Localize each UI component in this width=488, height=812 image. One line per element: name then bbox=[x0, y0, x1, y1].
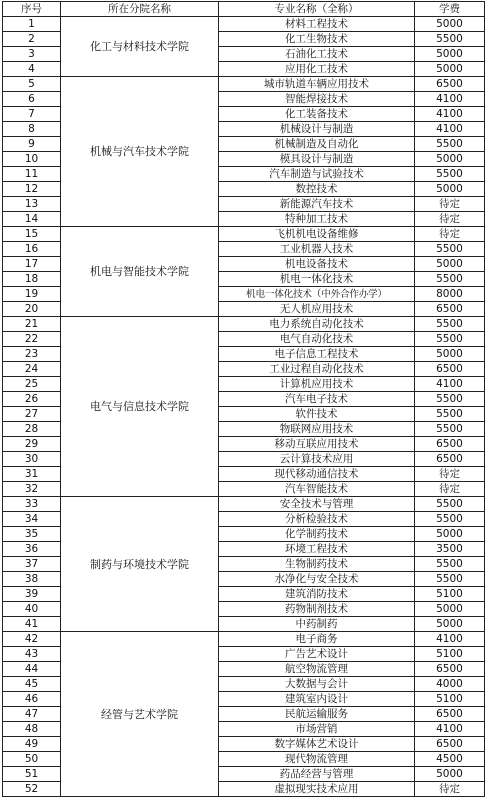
tuition-fee: 3500 bbox=[415, 542, 485, 557]
major-name: 新能源汽车技术 bbox=[219, 197, 415, 212]
row-index: 31 bbox=[3, 467, 61, 482]
row-index: 29 bbox=[3, 437, 61, 452]
row-index: 46 bbox=[3, 692, 61, 707]
row-index: 49 bbox=[3, 737, 61, 752]
header-major: 专业名称（全称） bbox=[219, 2, 415, 17]
row-index: 47 bbox=[3, 707, 61, 722]
row-index: 14 bbox=[3, 212, 61, 227]
major-name: 汽车制造与试验技术 bbox=[219, 167, 415, 182]
major-name: 建筑消防技术 bbox=[219, 587, 415, 602]
major-name: 大数据与会计 bbox=[219, 677, 415, 692]
row-index: 1 bbox=[3, 17, 61, 32]
row-index: 12 bbox=[3, 182, 61, 197]
tuition-fee: 5100 bbox=[415, 647, 485, 662]
tuition-fee: 5500 bbox=[415, 512, 485, 527]
row-index: 10 bbox=[3, 152, 61, 167]
row-index: 4 bbox=[3, 62, 61, 77]
row-index: 21 bbox=[3, 317, 61, 332]
major-name: 云计算技术应用 bbox=[219, 452, 415, 467]
row-index: 9 bbox=[3, 137, 61, 152]
major-name: 石油化工技术 bbox=[219, 47, 415, 62]
table-row bbox=[3, 17, 485, 32]
header-fee: 学费 bbox=[415, 2, 485, 17]
major-name: 城市轨道车辆应用技术 bbox=[219, 77, 415, 92]
major-name: 分析检验技术 bbox=[219, 512, 415, 527]
major-name: 水净化与安全技术 bbox=[219, 572, 415, 587]
header-row bbox=[3, 2, 485, 17]
major-name: 无人机应用技术 bbox=[219, 302, 415, 317]
tuition-fee: 4100 bbox=[415, 632, 485, 647]
table-row bbox=[3, 77, 485, 92]
row-index: 24 bbox=[3, 362, 61, 377]
college-name: 经管与艺术学院 bbox=[61, 632, 219, 797]
major-name: 电气自动化技术 bbox=[219, 332, 415, 347]
major-name: 建筑室内设计 bbox=[219, 692, 415, 707]
major-name: 智能焊接技术 bbox=[219, 92, 415, 107]
row-index: 39 bbox=[3, 587, 61, 602]
row-index: 28 bbox=[3, 422, 61, 437]
major-name: 模具设计与制造 bbox=[219, 152, 415, 167]
major-name: 安全技术与管理 bbox=[219, 497, 415, 512]
tuition-fee: 5000 bbox=[415, 347, 485, 362]
tuition-fee: 5500 bbox=[415, 422, 485, 437]
major-name: 机械设计与制造 bbox=[219, 122, 415, 137]
row-index: 19 bbox=[3, 287, 61, 302]
row-index: 7 bbox=[3, 107, 61, 122]
tuition-fee: 4100 bbox=[415, 107, 485, 122]
college-name: 机电与智能技术学院 bbox=[61, 227, 219, 317]
table-header bbox=[3, 2, 485, 17]
tuition-fee: 5000 bbox=[415, 602, 485, 617]
header-index: 序号 bbox=[3, 2, 61, 17]
tuition-fee: 6500 bbox=[415, 707, 485, 722]
tuition-fee: 5500 bbox=[415, 497, 485, 512]
table-row bbox=[3, 227, 485, 242]
major-name: 中药制药 bbox=[219, 617, 415, 632]
tuition-fee: 4500 bbox=[415, 752, 485, 767]
tuition-fee: 5100 bbox=[415, 587, 485, 602]
row-index: 38 bbox=[3, 572, 61, 587]
tuition-table bbox=[2, 1, 485, 797]
tuition-fee: 5500 bbox=[415, 32, 485, 47]
tuition-fee: 4100 bbox=[415, 122, 485, 137]
major-name: 电子商务 bbox=[219, 632, 415, 647]
major-name: 数字媒体艺术设计 bbox=[219, 737, 415, 752]
tuition-fee: 待定 bbox=[415, 197, 485, 212]
major-name: 机电一体化技术 bbox=[219, 272, 415, 287]
college-name: 化工与材料技术学院 bbox=[61, 17, 219, 77]
tuition-fee: 5500 bbox=[415, 392, 485, 407]
tuition-fee: 5000 bbox=[415, 17, 485, 32]
row-index: 40 bbox=[3, 602, 61, 617]
row-index: 8 bbox=[3, 122, 61, 137]
row-index: 51 bbox=[3, 767, 61, 782]
tuition-fee: 5500 bbox=[415, 167, 485, 182]
tuition-fee: 5000 bbox=[415, 62, 485, 77]
tuition-fee: 8000 bbox=[415, 287, 485, 302]
major-name: 机电设备技术 bbox=[219, 257, 415, 272]
row-index: 33 bbox=[3, 497, 61, 512]
major-name: 工业过程自动化技术 bbox=[219, 362, 415, 377]
major-name: 软件技术 bbox=[219, 407, 415, 422]
tuition-fee: 4100 bbox=[415, 92, 485, 107]
major-name: 应用化工技术 bbox=[219, 62, 415, 77]
tuition-fee: 5000 bbox=[415, 767, 485, 782]
table-row bbox=[3, 632, 485, 647]
row-index: 18 bbox=[3, 272, 61, 287]
major-name: 汽车智能技术 bbox=[219, 482, 415, 497]
tuition-fee: 待定 bbox=[415, 482, 485, 497]
row-index: 26 bbox=[3, 392, 61, 407]
row-index: 34 bbox=[3, 512, 61, 527]
tuition-fee: 6500 bbox=[415, 77, 485, 92]
major-name: 数控技术 bbox=[219, 182, 415, 197]
row-index: 44 bbox=[3, 662, 61, 677]
major-name: 化工装备技术 bbox=[219, 107, 415, 122]
major-name: 材料工程技术 bbox=[219, 17, 415, 32]
row-index: 41 bbox=[3, 617, 61, 632]
major-name: 飞机机电设备维修 bbox=[219, 227, 415, 242]
tuition-fee: 4100 bbox=[415, 722, 485, 737]
row-index: 48 bbox=[3, 722, 61, 737]
tuition-fee: 5100 bbox=[415, 692, 485, 707]
header-college: 所在分院名称 bbox=[61, 2, 219, 17]
major-name: 工业机器人技术 bbox=[219, 242, 415, 257]
tuition-fee: 5000 bbox=[415, 257, 485, 272]
row-index: 16 bbox=[3, 242, 61, 257]
row-index: 36 bbox=[3, 542, 61, 557]
table-body bbox=[3, 17, 485, 797]
row-index: 11 bbox=[3, 167, 61, 182]
major-name: 化工生物技术 bbox=[219, 32, 415, 47]
major-name: 汽车电子技术 bbox=[219, 392, 415, 407]
tuition-fee: 5500 bbox=[415, 332, 485, 347]
row-index: 37 bbox=[3, 557, 61, 572]
row-index: 17 bbox=[3, 257, 61, 272]
college-name: 电气与信息技术学院 bbox=[61, 317, 219, 497]
row-index: 27 bbox=[3, 407, 61, 422]
table-row bbox=[3, 317, 485, 332]
row-index: 50 bbox=[3, 752, 61, 767]
major-name: 现代移动通信技术 bbox=[219, 467, 415, 482]
tuition-fee: 6500 bbox=[415, 737, 485, 752]
major-name: 机电一体化技术（中外合作办学） bbox=[219, 287, 415, 302]
row-index: 25 bbox=[3, 377, 61, 392]
tuition-fee: 待定 bbox=[415, 467, 485, 482]
major-name: 民航运输服务 bbox=[219, 707, 415, 722]
table-row bbox=[3, 497, 485, 512]
major-name: 化学制药技术 bbox=[219, 527, 415, 542]
tuition-fee: 5000 bbox=[415, 152, 485, 167]
college-name: 机械与汽车技术学院 bbox=[61, 77, 219, 227]
tuition-fee: 5500 bbox=[415, 137, 485, 152]
tuition-fee: 6500 bbox=[415, 662, 485, 677]
row-index: 32 bbox=[3, 482, 61, 497]
tuition-fee: 6500 bbox=[415, 302, 485, 317]
college-name: 制药与环境技术学院 bbox=[61, 497, 219, 632]
row-index: 45 bbox=[3, 677, 61, 692]
tuition-fee: 5500 bbox=[415, 407, 485, 422]
row-index: 43 bbox=[3, 647, 61, 662]
row-index: 22 bbox=[3, 332, 61, 347]
major-name: 药品经营与管理 bbox=[219, 767, 415, 782]
tuition-fee: 待定 bbox=[415, 227, 485, 242]
tuition-fee: 5000 bbox=[415, 182, 485, 197]
major-name: 广告艺术设计 bbox=[219, 647, 415, 662]
major-name: 航空物流管理 bbox=[219, 662, 415, 677]
major-name: 市场营销 bbox=[219, 722, 415, 737]
tuition-fee: 6500 bbox=[415, 452, 485, 467]
tuition-fee: 5000 bbox=[415, 47, 485, 62]
major-name: 现代物流管理 bbox=[219, 752, 415, 767]
tuition-fee: 5000 bbox=[415, 527, 485, 542]
tuition-fee: 4000 bbox=[415, 677, 485, 692]
row-index: 3 bbox=[3, 47, 61, 62]
major-name: 机械制造及自动化 bbox=[219, 137, 415, 152]
row-index: 5 bbox=[3, 77, 61, 92]
tuition-fee: 6500 bbox=[415, 437, 485, 452]
major-name: 环境工程技术 bbox=[219, 542, 415, 557]
tuition-fee: 待定 bbox=[415, 212, 485, 227]
major-name: 药物制剂技术 bbox=[219, 602, 415, 617]
row-index: 6 bbox=[3, 92, 61, 107]
major-name: 物联网应用技术 bbox=[219, 422, 415, 437]
tuition-fee: 5500 bbox=[415, 572, 485, 587]
tuition-fee: 5500 bbox=[415, 272, 485, 287]
major-name: 电子信息工程技术 bbox=[219, 347, 415, 362]
tuition-fee: 5500 bbox=[415, 317, 485, 332]
tuition-fee: 5000 bbox=[415, 617, 485, 632]
row-index: 35 bbox=[3, 527, 61, 542]
row-index: 23 bbox=[3, 347, 61, 362]
row-index: 52 bbox=[3, 782, 61, 797]
major-name: 生物制药技术 bbox=[219, 557, 415, 572]
tuition-fee: 4100 bbox=[415, 377, 485, 392]
tuition-fee: 5500 bbox=[415, 242, 485, 257]
major-name: 特种加工技术 bbox=[219, 212, 415, 227]
tuition-fee: 5500 bbox=[415, 557, 485, 572]
tuition-fee: 待定 bbox=[415, 782, 485, 797]
row-index: 20 bbox=[3, 302, 61, 317]
row-index: 15 bbox=[3, 227, 61, 242]
major-name: 虚拟现实技术应用 bbox=[219, 782, 415, 797]
row-index: 2 bbox=[3, 32, 61, 47]
major-name: 移动互联应用技术 bbox=[219, 437, 415, 452]
major-name: 计算机应用技术 bbox=[219, 377, 415, 392]
row-index: 30 bbox=[3, 452, 61, 467]
row-index: 42 bbox=[3, 632, 61, 647]
tuition-fee: 6500 bbox=[415, 362, 485, 377]
major-name: 电力系统自动化技术 bbox=[219, 317, 415, 332]
row-index: 13 bbox=[3, 197, 61, 212]
